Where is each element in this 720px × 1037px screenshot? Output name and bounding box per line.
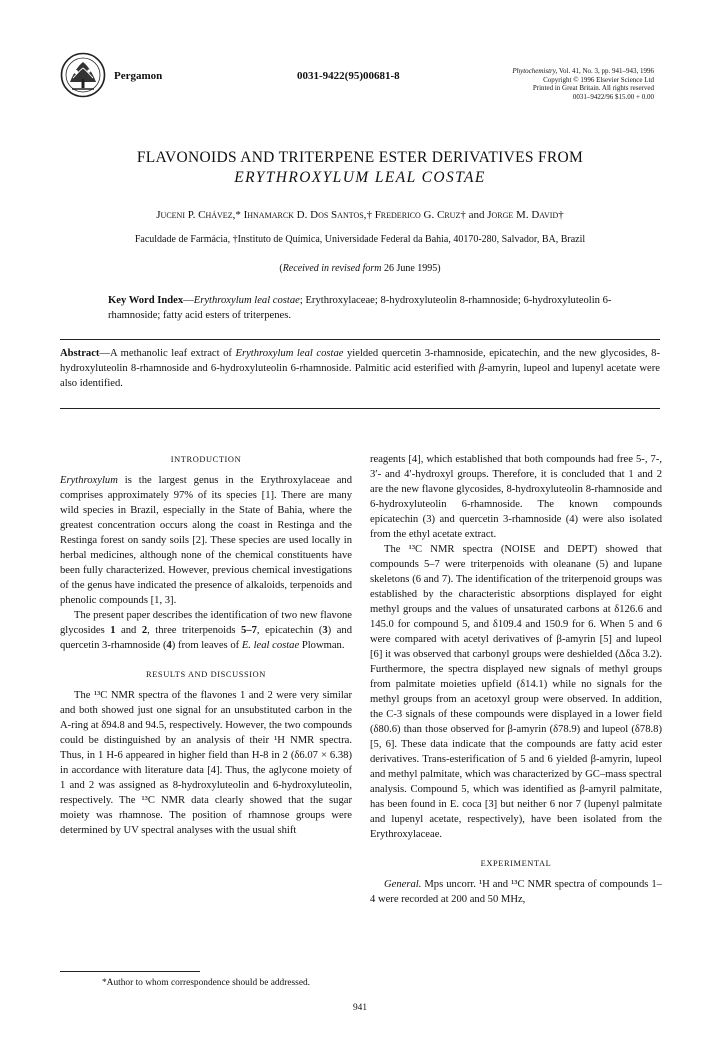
- author-2: Ihnamarck D. Dos Santos,: [243, 209, 367, 221]
- abstract-text-1: —A methanolic leaf extract of: [99, 348, 236, 359]
- intro-species: E. leal costae: [241, 640, 300, 651]
- journal-printed: Printed in Great Britain. All rights reserved: [532, 84, 654, 93]
- introduction-paragraph-1: [60, 473, 352, 608]
- author-and: and: [468, 209, 485, 221]
- publisher-name: Pergamon: [114, 70, 163, 82]
- intro-text-1: is the largest genus in the Erythroxylaceae and comprises approximately 97% of its species [1]. There are many wild species in Brazil, especially in the State of Bahia, where the greatest concentration occurs along the coast in Restinga and the Restinga forest on sandy soils [2]. These species are used locally in herbal medicines, although none of the chemical constituents have been fully characterized. However, previous chemical investigations of the genus have indicated the presence of alkaloids, terpenoids and phenolic compounds [1, 3].: [60, 475, 352, 606]
- title-line-2: ERYTHROXYLUM LEAL COSTAE: [234, 169, 486, 186]
- keyword-label: Key Word Index: [108, 295, 184, 306]
- title-line-1: FLAVONOIDS AND TRITERPENE ESTER DERIVATIVES FROM: [136, 149, 584, 166]
- page-number: 941: [352, 1003, 368, 1013]
- intro-p2-f: ) from leaves of: [171, 640, 242, 651]
- affiliation: Faculdade de Farmácia, †Instituto de Química, Universidade Federal da Bahia, 40170-280, Salvador, BA, Brazil: [134, 234, 586, 245]
- intro-n1: 1: [110, 625, 116, 636]
- elsevier-tree-logo: [60, 52, 106, 98]
- intro-p2-e: ) and quercetin 3-rhamnoside (: [60, 625, 352, 651]
- author-1-mark: *: [235, 209, 241, 221]
- intro-n3: 3: [322, 625, 328, 636]
- intro-p2-b: and: [115, 625, 142, 636]
- footnote-rule: [60, 971, 200, 972]
- journal-copyright: Copyright © 1996 Elsevier Science Ltd: [543, 75, 654, 84]
- keyword-index: [108, 293, 656, 323]
- introduction-paragraph-2: [60, 608, 352, 653]
- intro-p2-a: The present paper describes the identification of two new flavone glycosides: [60, 610, 352, 636]
- experimental-heading: EXPERIMENTAL: [480, 859, 552, 868]
- author-4-mark: †: [558, 209, 564, 221]
- abstract: [60, 346, 660, 391]
- intro-n57: 5–7: [241, 625, 257, 636]
- journal-price: 0031–9422/96 $15.00 + 0.00: [572, 92, 654, 101]
- intro-genus: Erythroxylum: [60, 475, 118, 486]
- intro-n4: 4: [166, 640, 172, 651]
- right-column: [370, 452, 662, 907]
- experimental-paragraph: [370, 877, 662, 907]
- experimental-text: Mps uncorr. ¹H and ¹³C NMR spectra of compounds 1–4 were recorded at 200 and 50 MHz,: [370, 879, 662, 905]
- author-1: Juceni P. Chávez,: [156, 209, 236, 221]
- received-label: Received in revised form: [282, 263, 382, 274]
- right-paragraph-1: reagents [4], which established that both compounds had free 5-, 7-, 3′- and 4′-hydroxyl groups. Therefore, it is concluded that 1 and 2 are the new flavone glycosides, 8-hydroxyluteolin 8-rhamnoside and 6-hydroxyluteolin 6-rhamnoside. The known compounds epicatechin (3) and quercetin 3-rhamnoside (4) were also isolated from the ethyl acetate extract.: [370, 454, 662, 540]
- article-code: 0031-9422(95)00681-8: [297, 70, 400, 82]
- author-3: Frederico G. Cruz: [374, 209, 461, 221]
- abstract-text-3: -amyrin, lupeol and lupenyl acetate were also identified.: [60, 363, 660, 389]
- intro-p2-g: Plowman.: [299, 640, 345, 651]
- keyword-rest: ; Erythroxylaceae; 8-hydroxyluteolin 8-rhamnoside; 6-hydroxyluteolin 6-rhamnoside; fatty acid esters of triterpenes.: [108, 295, 612, 321]
- received-open: (: [279, 263, 283, 274]
- results-paragraph-1: The ¹³C NMR spectra of the flavones 1 and 2 were very similar and both showed just one signal for an unsubstituted carbon in the A-ring at δ94.8 and 94.5, respectively. However, the two compounds could be distinguished by an analysis of their ¹H NMR spectra. Thus, in 1 H-6 appeared in higher field than H-8 in 2 (δ6.07 × 6.38) in accordance with literature data [4]. Thus, the aglycone moiety of 1 and 2 was assigned as 8-hydroxyluteolin and 6-hydroxyluteolin, respectively. The ¹³C NMR data clearly showed that the sugar moiety was rhamnose. The position of rhamnose groups were determined by UV spectral analyses with the usual shift: [60, 690, 352, 836]
- author-4: Jorge M. David: [487, 209, 559, 221]
- abstract-label: Abstract: [60, 348, 100, 359]
- paper-title: [60, 148, 660, 188]
- intro-p2-c: , three triterpenoids: [147, 625, 242, 636]
- experimental-label: General.: [384, 879, 422, 890]
- footnote: *Author to whom correspondence should be addressed.: [101, 978, 311, 988]
- author-2-mark: †: [366, 209, 372, 221]
- author-3-mark: †: [460, 209, 466, 221]
- intro-p2-d: , epicatechin (: [256, 625, 323, 636]
- introduction-heading: INTRODUCTION: [170, 455, 242, 464]
- abstract-text-2: yielded quercetin 3-rhamnoside, epicatechin, and the new glycosides, 8-hydroxyluteolin 8-rhamnoside and 6-hydroxyluteolin 6-rhamnoside. Palmitic acid esterified with: [60, 348, 660, 374]
- abstract-bottom-rule: [60, 408, 660, 409]
- results-heading: RESULTS AND DISCUSSION: [146, 670, 266, 679]
- journal-citation: [414, 67, 654, 101]
- journal-name: Phytochemistry,: [512, 67, 558, 75]
- author-list: [60, 209, 660, 221]
- abstract-beta: β: [478, 363, 485, 374]
- keyword-species: Erythroxylum leal costae: [193, 295, 300, 306]
- abstract-species: Erythroxylum leal costae: [235, 348, 344, 359]
- journal-volume: Vol. 41, No. 3, pp. 941–943, 1996: [557, 67, 654, 75]
- received-date-value: 26 June 1995): [381, 263, 441, 274]
- keyword-dash: —: [183, 295, 194, 306]
- right-paragraph-2: The ¹³C NMR spectra (NOISE and DEPT) showed that compounds 5–7 were triterpenoids with oleanane (5) and lupane skeletons (6 and 7). The identification of the triterpenoid groups was established by the characteristic absorptions displayed for eight methyl groups and the values of unsaturated carbons at δ126.6 and 145.0 for compound 5, and δ109.4 and 150.9 for 6. When 5 and 6 were compared with acetyl derivatives of β-amyrin [5] and lupeol [6] it was observed that carbonyl groups were deshielded (Δδca 3.2). Furthermore, the spectra displayed new signals of methyl groups from palmitate moieties upfield (δ14.1) while no signals for the methyl groups from an acetoxyl group were observed. In addition, the C-3 signals of these compounds were displayed in a lower field (δ80.6) than those observed for β-amyrin (δ78.9) and lupeol (δ78.8) [5, 6]. These data indicate that the compounds are fatty acid ester derivatives. Trans-esterification of 5 and 6 yielded β-amyrin, lupeol and methyl palmitate, which was characterized by GC–mass spectral analysis. Compound 5, which was identified as β-amyril palmitate, has been found in E. coca [3] but neither 6 nor 7 (lupenyl palmitate and lupenyl acetate, respectively), have been isolated from the Erythroxylaceae.: [370, 544, 662, 840]
- received-date: [60, 263, 660, 274]
- intro-n2: 2: [141, 625, 148, 636]
- abstract-top-rule: [60, 339, 660, 340]
- left-column: [60, 452, 352, 838]
